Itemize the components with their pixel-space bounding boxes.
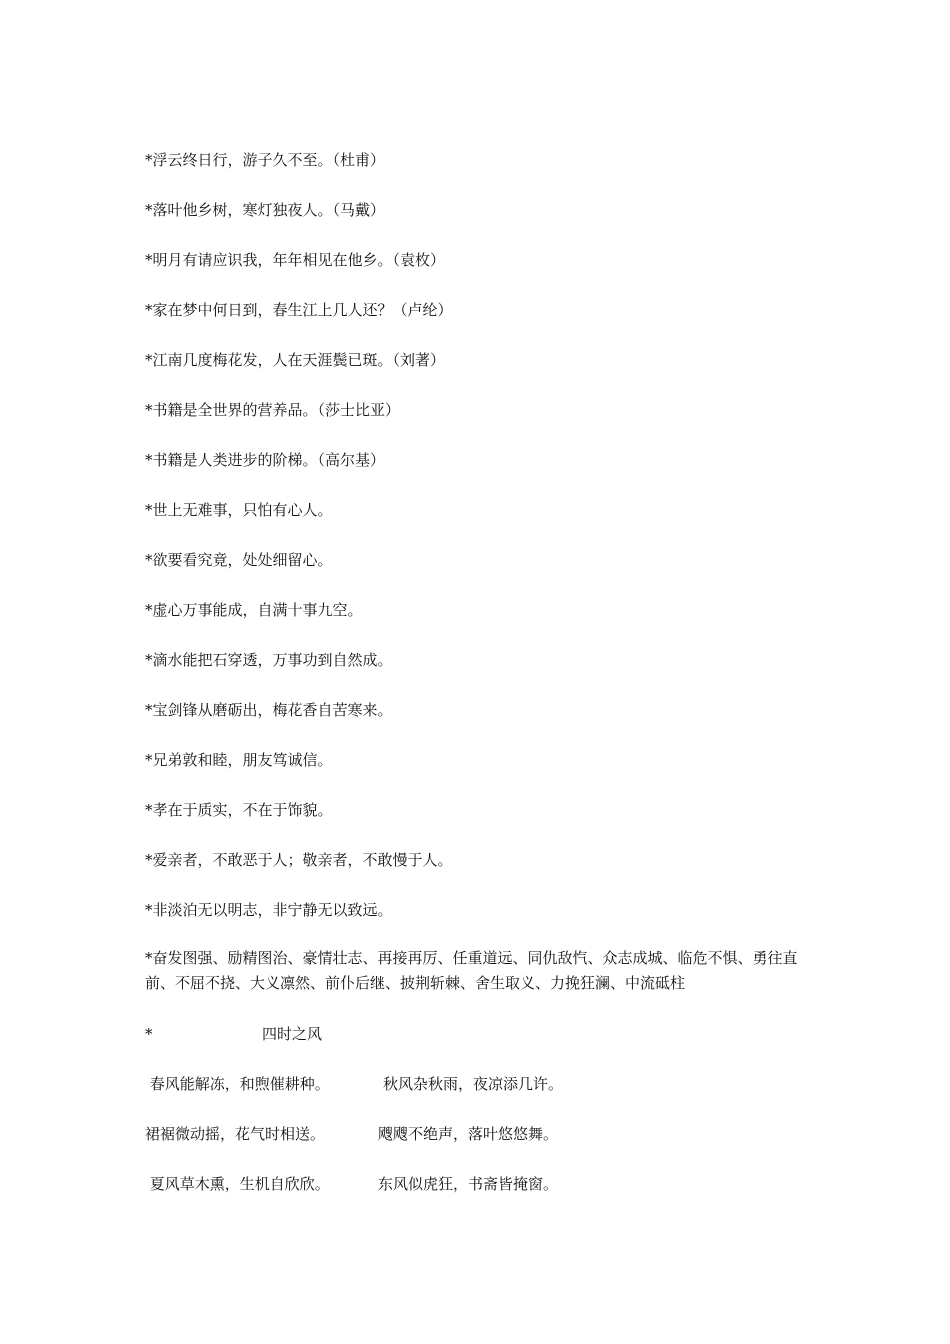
quote-line: *欲要看究竟，处处细留心。 [145, 551, 333, 569]
poem-bullet: * [145, 1025, 153, 1043]
poem-row [145, 1124, 559, 1144]
poem-left-line: 裙裾微动摇，花气时相送。 [145, 1125, 326, 1143]
quote-line: *浮云终日行，游子久不至。（杜甫） [145, 151, 386, 169]
quote-line: *宝剑锋从磨砺出，梅花香自苦寒来。 [145, 701, 393, 719]
quote-line: *家在梦中何日到，春生江上几人还？（卢纶） [145, 301, 453, 319]
quote-line: *书籍是人类进步的阶梯。（高尔基） [145, 451, 386, 469]
poem-left-line: 春风能解冻，和煦催耕种。 [145, 1075, 330, 1093]
poem-right-line: 飕飕不绝声，落叶悠悠舞。 [378, 1125, 559, 1143]
poem-heading [145, 1024, 322, 1044]
quote-line: *孝在于质实，不在于饰貌。 [145, 801, 333, 819]
quote-line: *虚心万事能成，自满十事九空。 [145, 601, 363, 619]
poem-right-line: 秋风杂秋雨，夜凉添几许。 [383, 1075, 564, 1093]
quote-line: *滴水能把石穿透，万事功到自然成。 [145, 651, 393, 669]
quote-line: *书籍是全世界的营养品。（莎士比亚） [145, 401, 401, 419]
quote-line: *非淡泊无以明志，非宁静无以致远。 [145, 901, 393, 919]
quote-line: *爱亲者，不敢恶于人；敬亲者，不敢慢于人。 [145, 851, 453, 869]
poem-right-line: 东风似虎狂，书斋皆掩窗。 [378, 1175, 559, 1193]
quote-line: *世上无难事，只怕有心人。 [145, 501, 333, 519]
poem-left-line: 夏风草木熏，生机自欣欣。 [145, 1175, 330, 1193]
quote-line: *江南几度梅花发，人在天涯鬓已斑。（刘著） [145, 351, 446, 369]
quote-line: *落叶他乡树，寒灯独夜人。（马戴） [145, 201, 386, 219]
quote-line: *兄弟敦和睦，朋友笃诚信。 [145, 751, 333, 769]
poem-title: 四时之风 [262, 1025, 323, 1043]
quote-line: *明月有请应识我，年年相见在他乡。（袁枚） [145, 251, 446, 269]
poem-row [145, 1074, 564, 1094]
idiom-paragraph: *奋发图强、励精图治、豪情壮志、再接再厉、任重道远、同仇敌忾、众志成城、临危不惧、勇往直前、不屈不挠、大义凛然、前仆后继、披荆斩棘、舍生取义、力挽狂澜、中流砥柱 [145, 949, 798, 992]
poem-row [145, 1174, 559, 1194]
